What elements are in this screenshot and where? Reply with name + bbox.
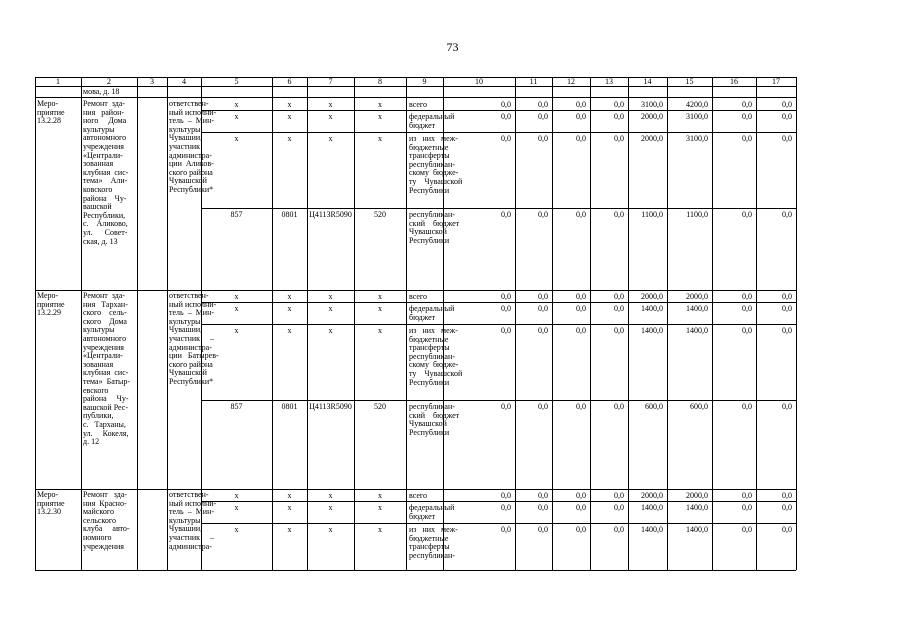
activity-id-line: 13.2.30 [37,507,61,517]
column-number-header: 12 [567,77,575,86]
activity-name-line: Ремонт зда- [83,291,126,300]
rz-pr-code: x [287,112,292,121]
funding-source-line: из них меж- [409,525,458,534]
executor-line: ный исполни- [169,107,217,117]
csr-code: x [328,134,333,143]
amount-cell: 1400,0 [686,525,708,534]
row-rule [35,570,796,571]
activity-id-line: Меро- [37,99,59,108]
executor-line: Чувашской [169,176,207,186]
amount-cell: 3100,0 [686,134,708,143]
amount-cell: 0,0 [576,326,586,335]
row-rule [35,489,796,490]
activity-name-line: культуры [83,124,115,134]
amount-cell: 0,0 [614,210,624,219]
executor-line: ского района [169,359,213,369]
funding-source-line: всего [409,100,428,109]
row-rule [201,324,796,325]
row-rule [201,132,796,133]
column-number-header: 4 [182,77,186,86]
row-rule [201,523,796,524]
executor-line: культуры [169,316,201,326]
gr-bs-code: x [234,134,239,143]
executor-line: Чувашии, [169,524,203,534]
gr-bs-code: x [234,292,239,301]
activity-name-line: «Централи- [83,351,123,361]
rz-pr-code: 0801 [281,402,298,411]
activity-name-line: майского [83,507,114,517]
gr-bs-code: 857 [230,210,243,219]
activity-id-line: Меро- [37,490,59,499]
activity-name-line: района Чу- [83,193,127,203]
activity-name-line: тема» Али- [83,176,128,186]
vr-code: x [378,292,382,301]
gr-bs-code: x [234,525,239,534]
activity-name-line: клуба авто- [83,524,130,534]
vr-code: x [378,503,382,512]
activity-name-line: вашской [83,202,112,212]
executor-line: администра- [169,342,212,352]
amount-cell: 0,0 [501,100,511,109]
amount-cell: 0,0 [538,491,548,500]
activity-name-line: ского Дома [83,316,127,326]
vr-code: x [378,112,382,121]
activity-name-line: д. 12 [83,437,100,447]
amount-cell: 0,0 [742,292,752,301]
amount-cell: 0,0 [501,134,511,143]
funding-source-line: бюджет [409,120,436,130]
amount-cell: 0,0 [538,292,548,301]
gr-bs-code: x [234,100,239,109]
amount-cell: 0,0 [614,326,624,335]
funding-source-line: Чувашской [409,227,447,237]
amount-cell: 0,0 [614,304,624,313]
amount-cell: 0,0 [614,402,624,411]
amount-cell: 0,0 [576,503,586,512]
amount-cell: 1400,0 [641,304,663,313]
csr-code: x [328,112,333,121]
csr-code: Ц4113R5090 [309,402,352,411]
activity-name-line: «Централи- [83,150,123,160]
executor-line: ответствен- [169,291,209,300]
amount-cell: 0,0 [742,210,752,219]
amount-cell: 0,0 [742,326,752,335]
executor-line: ского района [169,167,213,177]
row-rule [35,97,796,98]
executor-line: культуры [169,515,201,525]
funding-source-line: трансферты [409,343,450,353]
amount-cell: 3100,0 [641,100,663,109]
funding-source-line: бюджетные [409,533,449,543]
amount-cell: 0,0 [576,304,586,313]
activity-name-line: зованная [83,159,114,169]
activity-name-line: сельского [83,515,116,525]
amount-cell: 0,0 [576,525,586,534]
amount-cell: 0,0 [576,292,586,301]
amount-cell: 0,0 [501,402,511,411]
amount-cell: 1400,0 [686,326,708,335]
executor-line: Чувашии, [169,325,203,335]
continuation-text: мова, д. 18 [83,87,120,96]
executor-line: Чувашской [169,368,207,378]
row-rule [201,110,796,111]
executor-line: ции Аликов- [169,159,214,169]
activity-name-line: ская, д. 13 [83,236,118,246]
executor-line: Чувашии, [169,133,203,143]
amount-cell: 0,0 [576,100,586,109]
page-number: 73 [446,40,459,54]
executor-line: участник [169,142,201,151]
activity-name-line: евского [83,385,109,395]
amount-cell: 0,0 [501,292,511,301]
row-rule [201,302,796,303]
rz-pr-code: x [287,503,292,512]
executor-line: ции Батырев- [169,351,219,361]
executor-line: тель – Мин- [169,116,215,126]
column-number-header: 10 [475,77,483,86]
amount-cell: 0,0 [614,503,624,512]
column-number-header: 11 [529,77,538,86]
rz-pr-code: x [287,100,292,109]
activity-name-line: с. Аликово, [83,219,128,229]
funding-source-line: из них меж- [409,134,458,143]
rz-pr-code: x [287,326,292,335]
amount-cell: 4200,0 [686,100,708,109]
activity-name-line: Республики, [83,210,126,220]
gr-bs-code: x [234,304,239,313]
executor-line: ный исполни- [169,498,217,508]
vr-code: x [378,304,382,313]
column-number-header: 16 [730,77,738,86]
column-rule [35,77,36,570]
activity-name-line: клубная сис- [83,167,129,177]
activity-name-line: ковского [83,185,113,194]
executor-line: ответствен- [169,490,209,499]
amount-cell: 0,0 [782,525,792,534]
funding-source-line: скому бюдже- [409,360,459,370]
executor-line: администра- [169,150,212,160]
amount-cell: 0,0 [501,210,511,219]
amount-cell: 1400,0 [686,503,708,512]
funding-source-line: бюджет [409,511,436,521]
funding-source-line: Республики [409,235,450,245]
amount-cell: 1100,0 [641,210,663,219]
funding-source-line: всего [409,491,428,500]
amount-cell: 3100,0 [686,112,708,121]
funding-source-line: республикан- [409,210,455,219]
amount-cell: 0,0 [782,134,792,143]
amount-cell: 0,0 [742,402,752,411]
vr-code: x [378,525,382,534]
gr-bs-code: 857 [230,402,243,411]
amount-cell: 0,0 [742,112,752,121]
funding-source-line: федеральный [409,304,455,313]
csr-code: x [328,326,333,335]
vr-code: x [378,326,382,335]
amount-cell: 0,0 [501,112,511,121]
activity-id-line: 13.2.29 [37,308,61,318]
funding-source-line: республикан- [409,351,455,361]
activity-name-line: с. Тарханы, [83,420,126,429]
amount-cell: 0,0 [501,503,511,512]
activity-name-line: публики, [83,411,114,421]
activity-name-line: ул. Кокеля, [83,428,129,438]
gr-bs-code: x [234,491,239,500]
activity-name-line: зованная [83,359,114,369]
executor-line: ответствен- [169,99,209,108]
csr-code: x [328,292,333,301]
activity-name-line: Ремонт зда- [83,99,126,108]
rz-pr-code: x [287,134,292,143]
amount-cell: 0,0 [538,326,548,335]
funding-source-line: ту Чувашской [409,369,463,378]
amount-cell: 0,0 [576,134,586,143]
amount-cell: 0,0 [782,503,792,512]
funding-source-line: ский бюджет [409,218,460,228]
activity-id-line: Меро- [37,291,59,300]
amount-cell: 0,0 [538,210,548,219]
activity-name-line: Ремонт зда- [83,490,128,499]
executor-line: участник – [169,533,215,542]
row-rule [35,86,796,87]
column-number-header: 8 [378,77,382,86]
gr-bs-code: x [234,326,239,335]
amount-cell: 0,0 [782,100,792,109]
rz-pr-code: x [287,304,292,313]
column-number-header: 7 [328,77,333,86]
funding-source-line: трансферты [409,542,450,552]
funding-source-line: ту Чувашской [409,177,463,186]
activity-id-line: приятие [37,498,65,508]
csr-code: x [328,503,333,512]
amount-cell: 0,0 [742,491,752,500]
amount-cell: 2000,0 [641,292,663,301]
column-rule [81,77,82,570]
activity-name-line: ного Дома [83,116,127,126]
vr-code: 520 [374,210,386,219]
activity-name-line: номного [83,533,112,542]
amount-cell: 0,0 [782,304,792,313]
executor-line: тель – Мин- [169,507,215,517]
amount-cell: 0,0 [538,402,548,411]
amount-cell: 1400,0 [641,326,663,335]
csr-code: x [328,100,333,109]
activity-name-line: ния Красно- [83,498,127,508]
amount-cell: 0,0 [538,525,548,534]
funding-source-line: Чувашской [409,419,447,429]
amount-cell: 2000,0 [686,491,708,500]
vr-code: x [378,134,382,143]
funding-source-line: ский бюджет [409,410,460,420]
amount-cell: 0,0 [782,402,792,411]
amount-cell: 0,0 [576,402,586,411]
funding-source-line: бюджетные [409,142,449,152]
amount-cell: 0,0 [501,491,511,500]
gr-bs-code: x [234,503,239,512]
rz-pr-code: x [287,491,292,500]
funding-source-line: трансферты [409,151,450,161]
amount-cell: 0,0 [614,100,624,109]
funding-source-line: федеральный [409,503,455,512]
amount-cell: 0,0 [614,112,624,121]
activity-name-line: клубная сис- [83,368,129,378]
amount-cell: 2000,0 [641,112,663,121]
amount-cell: 0,0 [742,100,752,109]
amount-cell: 0,0 [742,134,752,143]
activity-name-line: вашской Рес- [83,402,129,412]
row-rule [201,501,796,502]
column-rule [137,77,138,570]
row-rule [35,290,796,291]
activity-name-line: учреждения [83,342,124,352]
column-number-header: 1 [56,77,60,86]
funding-source-line: федеральный [409,112,455,121]
column-rule [167,77,168,570]
activity-name-line: автономного [83,334,127,343]
amount-cell: 0,0 [614,292,624,301]
column-number-header: 17 [772,77,780,86]
amount-cell: 0,0 [576,210,586,219]
funding-source-line: Республики [409,427,450,437]
executor-line: тель – Мин- [169,308,215,318]
csr-code: x [328,525,333,534]
funding-source-line: Республики [409,185,450,195]
csr-code: Ц4113R5090 [309,210,352,219]
funding-source-line: республикан- [409,402,455,411]
vr-code: x [378,491,382,500]
amount-cell: 1400,0 [641,503,663,512]
executor-line: администра- [169,541,212,551]
amount-cell: 2000,0 [686,292,708,301]
activity-name-line: района Чу- [83,394,129,404]
activity-name-line: тема» Батыр- [83,377,131,386]
amount-cell: 0,0 [614,525,624,534]
amount-cell: 0,0 [742,304,752,313]
column-number-header: 13 [605,77,613,86]
activity-name-line: ул. Совет- [83,228,128,237]
activity-name-line: учреждения [83,541,124,551]
funding-source-line: всего [409,292,428,301]
amount-cell: 0,0 [538,100,548,109]
rz-pr-code: 0801 [281,210,298,219]
activity-id-line: приятие [37,107,65,117]
executor-line: Республики* [169,377,214,386]
executor-line: ный исполни- [169,299,217,309]
amount-cell: 0,0 [538,112,548,121]
amount-cell: 0,0 [782,292,792,301]
executor-line: культуры [169,124,201,134]
amount-cell: 0,0 [782,491,792,500]
amount-cell: 0,0 [742,503,752,512]
amount-cell: 0,0 [576,112,586,121]
rz-pr-code: x [287,525,292,534]
amount-cell: 0,0 [501,326,511,335]
funding-source-line: бюджетные [409,334,449,344]
funding-source-line: республикан- [409,550,455,560]
amount-cell: 1400,0 [686,304,708,313]
vr-code: x [378,100,382,109]
activity-name-line: ского сель- [83,308,127,318]
amount-cell: 2000,0 [641,491,663,500]
amount-cell: 0,0 [538,304,548,313]
amount-cell: 0,0 [501,525,511,534]
funding-source-line: бюджет [409,312,436,322]
amount-cell: 2000,0 [641,134,663,143]
activity-id-line: приятие [37,299,65,309]
executor-line: Республики* [169,185,214,194]
row-rule [201,400,796,401]
column-number-header: 14 [643,77,652,86]
column-number-header: 3 [150,77,154,86]
column-number-header: 6 [287,77,292,86]
amount-cell: 0,0 [614,491,624,500]
activity-name-line: учреждения [83,142,124,151]
amount-cell: 0,0 [782,210,792,219]
amount-cell: 600,0 [645,402,663,411]
row-rule [201,208,796,209]
csr-code: x [328,491,333,500]
amount-cell: 0,0 [742,525,752,534]
amount-cell: 0,0 [614,134,624,143]
amount-cell: 0,0 [501,304,511,313]
gr-bs-code: x [234,112,239,121]
activity-name-line: автономного [83,133,127,143]
column-number-header: 5 [234,77,239,86]
funding-source-line: скому бюдже- [409,168,459,178]
vr-code: 520 [374,402,386,411]
amount-cell: 0,0 [782,112,792,121]
budget-table [35,77,878,570]
amount-cell: 1100,0 [686,210,708,219]
funding-source-line: Республики [409,377,450,387]
column-number-header: 2 [107,77,111,86]
activity-name-line: ния Тархан- [83,299,128,309]
amount-cell: 1400,0 [641,525,663,534]
amount-cell: 0,0 [538,134,548,143]
amount-cell: 0,0 [576,491,586,500]
amount-cell: 0,0 [782,326,792,335]
funding-source-line: республикан- [409,159,455,169]
executor-line: участник – [169,334,215,343]
funding-source-line: из них меж- [409,326,458,335]
activity-name-line: культуры [83,325,115,335]
activity-id-line: 13.2.28 [37,116,61,126]
column-number-header: 9 [422,77,427,86]
column-number-header: 15 [685,77,694,86]
column-rule [796,77,797,570]
activity-name-line: ния район- [83,107,125,117]
rz-pr-code: x [287,292,292,301]
csr-code: x [328,304,333,313]
amount-cell: 0,0 [538,503,548,512]
amount-cell: 600,0 [690,402,708,411]
